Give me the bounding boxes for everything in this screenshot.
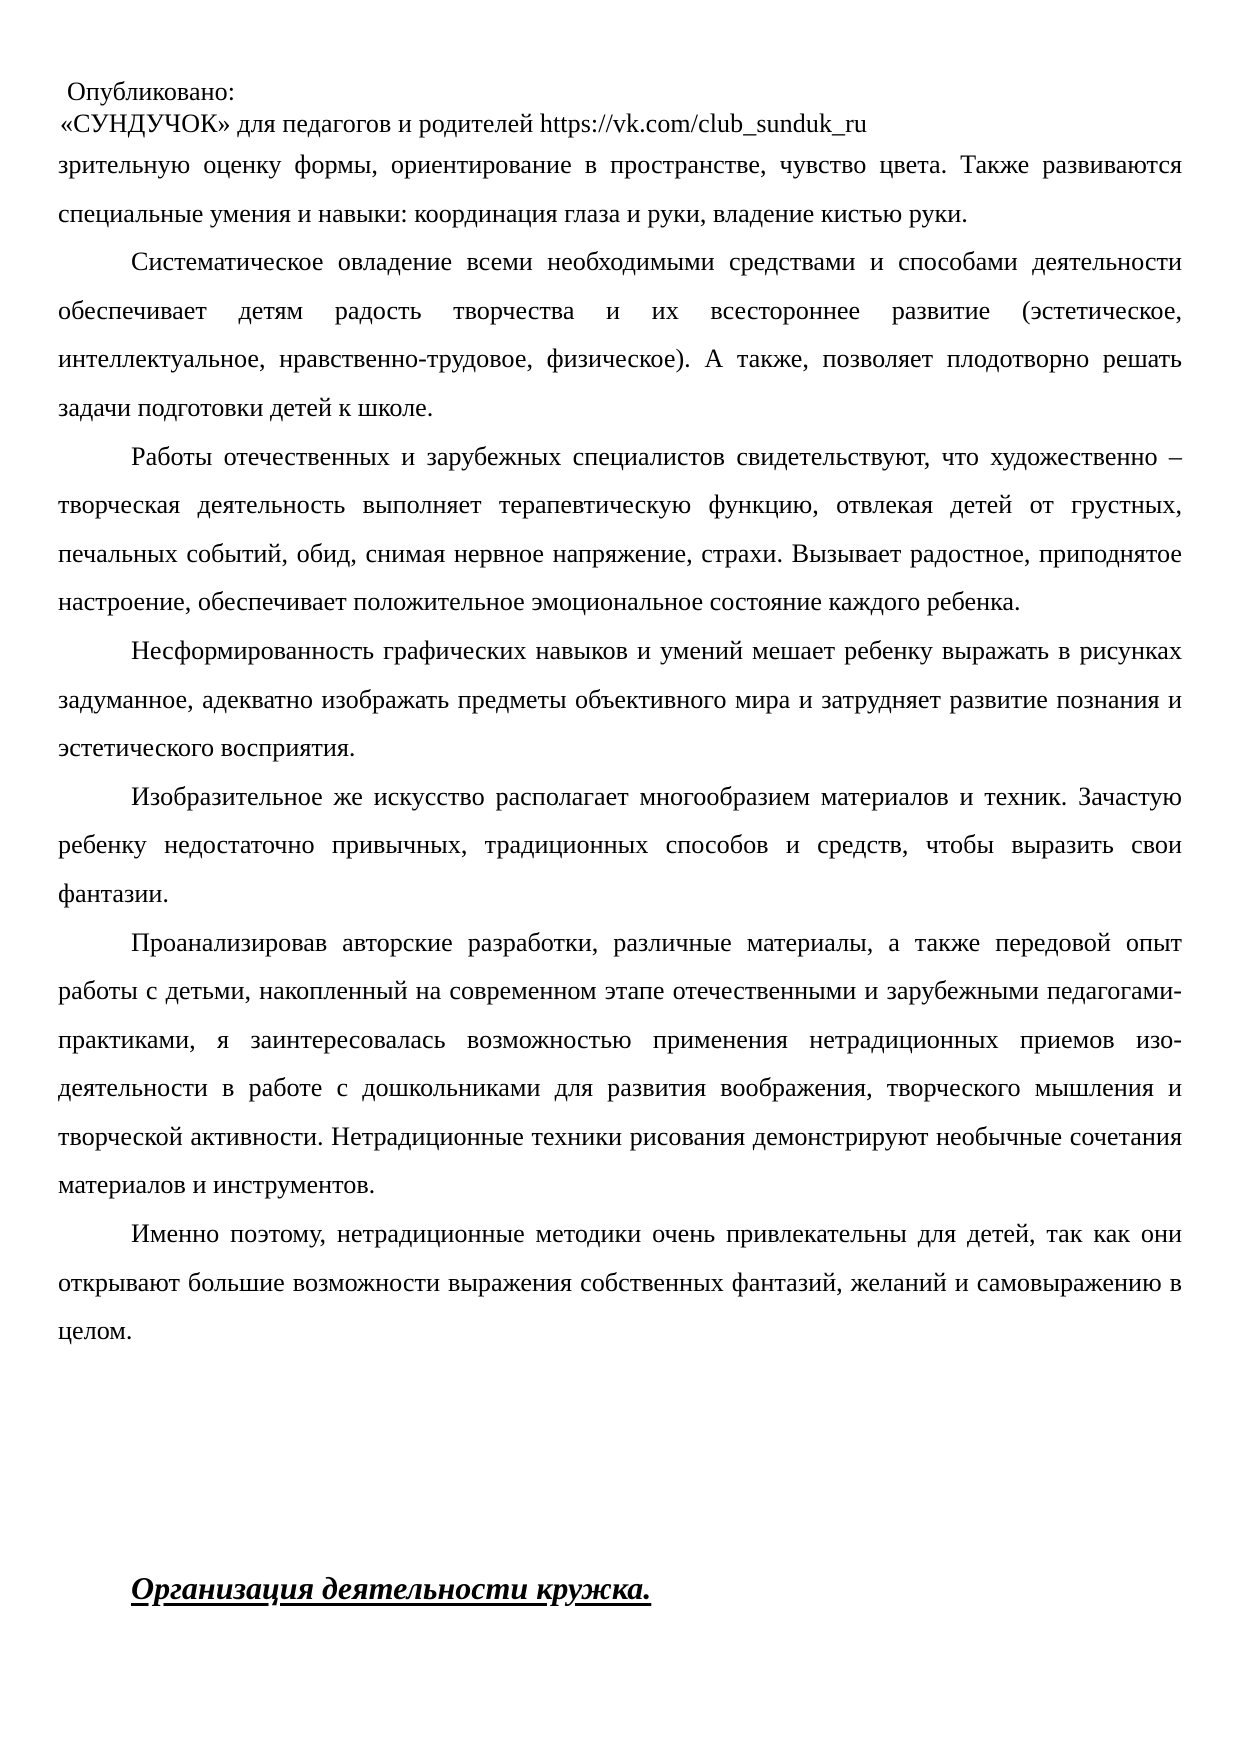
paragraph: Несформированность графических навыков и умений мешает ребенку выражать в рисунках задуманное, адекватно изображать предметы объективного мира и затрудняет развитие познания и эстетического восприятия. xyxy=(58,635,1182,763)
publication-header xyxy=(60,76,1180,140)
paragraph: Изобразительное же искусство располагает многообразием материалов и техник. Зачастую ребенку недостаточно привычных, традиционных способов и средств, чтобы выразить свои фантазии. xyxy=(58,781,1182,908)
paragraph: Проанализировав авторские разработки, различные материалы, а также передовой опыт работы с детьми, накопленный на современном этапе отечественными и зарубежными педагогами-практиками, я заинтересовалась возможностью применения нетрадиционных приемов изо-деятельности в работе с дошкольниками для развития воображения, творческого мышления и творческой активности. Нетрадиционные техники рисования демонстрируют необычные сочетания материалов и инструментов. xyxy=(58,927,1182,1200)
paragraph: зрительную оценку формы, ориентирование в пространстве, чувство цвета. Также развиваются специальные умения и навыки: координация глаза и руки, владение кистью руки. xyxy=(58,150,1182,228)
paragraph: Систематическое овладение всеми необходимыми средствами и способами деятельности обеспечивает детям радость творчества и их всестороннее развитие (эстетическое, интеллектуальное, нравственно-трудовое, физическое). А также, позволяет плодотворно решать задачи подготовки детей к школе. xyxy=(58,247,1182,422)
section-heading: Организация деятельности кружка. xyxy=(131,1570,652,1606)
published-label: Опубликовано: xyxy=(67,77,236,106)
body-text xyxy=(58,141,1182,1356)
paragraph: Работы отечественных и зарубежных специалистов свидетельствуют, что художественно – творческая деятельность выполняет терапевтическую функцию, отвлекая детей от грустных, печальных событий, обид, снимая нервное напряжение, страхи. Вызывает радостное, приподнятое настроение, обеспечивает положительное эмоциональное состояние каждого ребенка. xyxy=(58,441,1182,617)
source-line: «СУНДУЧОК» для педагогов и родителей https://vk.com/club_sunduk_ru xyxy=(60,109,868,138)
paragraph: Именно поэтому, нетрадиционные методики очень привлекательны для детей, так как они открывают большие возможности выражения собственных фантазий, желаний и самовыражению в целом. xyxy=(58,1219,1182,1346)
